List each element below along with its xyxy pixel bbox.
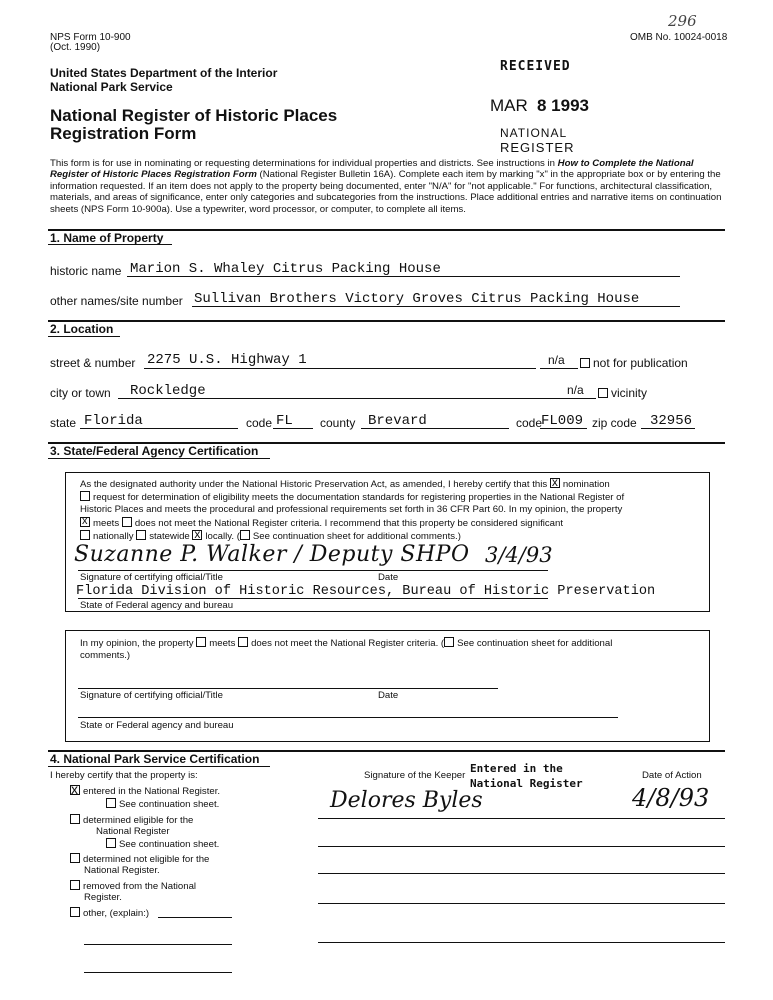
cert-line2-text: request for determination of eligibility meets the documentation standards for registering properties in the National Register of: [93, 492, 625, 503]
keeper-line-2: [318, 846, 725, 847]
nomination-label: nomination: [562, 479, 610, 490]
stamp-month: MAR: [490, 96, 528, 115]
opinion-line1: [80, 637, 612, 649]
nomination-checkbox[interactable]: x: [551, 475, 558, 489]
eligible-label-2: National Register: [96, 826, 170, 837]
street-label: street & number: [50, 356, 136, 370]
opt-other: [70, 907, 149, 919]
entered-checkbox[interactable]: x: [71, 781, 78, 797]
removed-label: removed from the National: [83, 881, 197, 892]
state-label: state: [50, 416, 77, 430]
explain-line-2: [84, 972, 232, 973]
handwritten-number: 296: [668, 12, 697, 30]
statewide-label: statewide: [149, 531, 190, 542]
section1-heading-underline: [48, 244, 172, 245]
state-code-value[interactable]: FL: [276, 413, 293, 429]
nationally-checkbox[interactable]: [80, 530, 90, 540]
section4-heading: 4. National Park Service Certification: [50, 752, 260, 766]
other-line: [158, 917, 232, 918]
opinion-text-b: does not meet the National Register criteria. (: [251, 638, 445, 649]
form-number: NPS Form 10-900: [50, 32, 131, 43]
continuation-sheet-checkbox[interactable]: [240, 530, 250, 540]
agency-line: [78, 598, 548, 599]
cert-line3: Historic Places and meets the procedural and professional requirements set forth in 36 CFR Part 60. In my opinion, the property: [80, 504, 623, 515]
certify-text: I hereby certify that the property is:: [50, 770, 198, 781]
city-na: n/a: [567, 383, 584, 397]
opinion-does-not-meet-checkbox[interactable]: [238, 637, 248, 647]
removed-checkbox[interactable]: [70, 880, 80, 890]
other-label: other, (explain:): [83, 908, 150, 919]
certifying-date: 3/4/93: [485, 543, 553, 567]
cert-line1-text: As the designated authority under the National Historic Preservation Act, as amended, I hereby certify that this: [80, 479, 548, 490]
cert-line4-text: does not meet the National Register criteria. I recommend that this property be considered significant: [134, 518, 564, 529]
city-line: [118, 398, 564, 399]
stamp-national-register: National Register: [470, 777, 583, 790]
not-eligible-label-2: National Register.: [84, 865, 160, 876]
opt-eligible: [70, 814, 193, 826]
county-label: county: [320, 416, 356, 430]
certifying-signature: Suzanne P. Walker / Deputy SHPO: [74, 542, 470, 567]
form-title-line1: National Register of Historic Places: [50, 106, 338, 125]
section2-rule: [48, 320, 725, 322]
opt-eligible-cont: [106, 838, 219, 850]
other-names-value[interactable]: Sullivan Brothers Victory Groves Citrus Packing House: [194, 291, 640, 307]
agency-label: State of Federal agency and bureau: [80, 600, 234, 611]
street-na-line: [540, 368, 578, 369]
not-for-publication-checkbox[interactable]: [580, 358, 590, 368]
vicinity-option[interactable]: [598, 386, 647, 400]
keeper-signature: Delores Byles: [330, 788, 483, 813]
street-line: [144, 368, 536, 369]
opinion-text-a: In my opinion, the property: [80, 638, 194, 649]
form-title-line2: Registration Form: [50, 124, 197, 143]
opt-entered: [70, 781, 221, 797]
county-line: [361, 428, 509, 429]
removed-label-2: Register.: [84, 892, 122, 903]
not-for-publication-option[interactable]: [580, 356, 688, 370]
section3-heading: 3. State/Federal Agency Certification: [50, 444, 259, 458]
eligible-checkbox[interactable]: [70, 814, 80, 824]
stamp-register: REGISTER: [500, 140, 575, 155]
county-code-label: code: [516, 416, 543, 430]
not-for-publication-label: not for publication: [593, 356, 688, 370]
nationally-label: nationally: [93, 531, 134, 542]
opinion-text-c: See continuation sheet for additional: [457, 638, 613, 649]
explain-line-1: [84, 944, 232, 945]
stamp-entered: Entered in the: [470, 762, 563, 775]
date-action-label: Date of Action: [642, 770, 702, 781]
instructions: [50, 158, 730, 215]
date2-label: Date: [378, 690, 399, 701]
form-date: (Oct. 1990): [50, 42, 101, 53]
opt-not-eligible: [70, 853, 209, 865]
locally-label: locally. (: [205, 531, 240, 542]
opinion-continuation-checkbox[interactable]: [444, 637, 454, 647]
county-code-value[interactable]: FL009: [541, 413, 584, 429]
section3-heading-underline: [48, 458, 270, 459]
cert-line1: [80, 475, 610, 490]
agency2-label: State or Federal agency and bureau: [80, 720, 234, 731]
state-value[interactable]: Florida: [84, 413, 143, 429]
zip-label: zip code: [592, 416, 637, 430]
not-eligible-checkbox[interactable]: [70, 853, 80, 863]
not-eligible-label: determined not eligible for the: [83, 854, 210, 865]
zip-line: [641, 428, 695, 429]
instructions-italic: How to Complete the National Register of Historic Places Registration Form: [50, 158, 694, 181]
county-value[interactable]: Brevard: [368, 413, 427, 429]
historic-name-value[interactable]: Marion S. Whaley Citrus Packing House: [130, 261, 441, 277]
opt-entered-cont: [106, 798, 219, 810]
date-label: Date: [378, 572, 399, 583]
sig2-line: [78, 688, 498, 689]
eligible-label: determined eligible for the: [83, 815, 194, 826]
opinion-line2: comments.): [80, 650, 131, 661]
vicinity-label: vicinity: [611, 386, 648, 400]
continuation-sheet-label: See continuation sheet for additional comments.): [252, 531, 461, 542]
section1-heading: 1. Name of Property: [50, 231, 164, 245]
other-names-label: other names/site number: [50, 294, 183, 308]
stamp-national: NATIONAL: [500, 126, 568, 140]
instructions-p1: This form is for use in nominating or requesting determinations for individual properties and districts. See instructions in: [50, 158, 558, 169]
entered-cont-label: See continuation sheet.: [119, 799, 220, 810]
section2-heading: 2. Location: [50, 322, 114, 336]
request-determination-checkbox[interactable]: [80, 491, 90, 501]
county-code-line: [540, 428, 587, 429]
cert-line2: [80, 491, 624, 503]
other-checkbox[interactable]: [70, 907, 80, 917]
city-value[interactable]: Rockledge: [130, 383, 206, 399]
stamp-day-year: 8 1993: [537, 96, 589, 115]
zip-value[interactable]: 32956: [650, 413, 693, 429]
meets-checkbox[interactable]: x: [80, 517, 90, 527]
does-not-meet-checkbox[interactable]: [122, 517, 132, 527]
state-code-line: [273, 428, 313, 429]
omb-number: OMB No. 10024-0018: [630, 32, 728, 43]
keeper-line-3: [318, 873, 725, 874]
instructions-p2: (National Register Bulletin 16A). Complete each item by marking "x" in the appropriate box or by entering the information requested. If an item does not apply to the property being documented, enter "N/A" for "not applicable." For functions, architectural classification, materials, and areas of significance, enter only categories and subcategories from the instructions. Place additional entries and narrative items on continuation sheets (NPS Form 10-900a). Use a typewriter, word processor, or computer, to complete all items.: [50, 169, 722, 215]
vicinity-checkbox[interactable]: [598, 388, 608, 398]
service: National Park Service: [50, 80, 173, 94]
meets-label: meets: [93, 518, 120, 529]
opinion-meets-checkbox[interactable]: [196, 637, 206, 647]
keeper-label: Signature of the Keeper: [364, 770, 466, 781]
historic-name-label: historic name: [50, 264, 122, 278]
opt-removed: [70, 880, 196, 892]
action-date: 4/8/93: [632, 784, 710, 812]
sig-label: Signature of certifying official/Title: [80, 572, 223, 583]
sig2-label: Signature of certifying official/Title: [80, 690, 223, 701]
keeper-line-5: [318, 942, 725, 943]
section2-heading-underline: [48, 336, 120, 337]
entered-cont-checkbox[interactable]: [106, 798, 116, 808]
stamp-received: RECEIVED: [500, 59, 571, 74]
opinion-meets-label: meets: [209, 638, 236, 649]
entered-label: entered in the National Register.: [83, 786, 221, 797]
signature-line: [78, 570, 548, 571]
statewide-checkbox[interactable]: [136, 530, 146, 540]
eligible-cont-checkbox[interactable]: [106, 838, 116, 848]
section4-heading-underline: [48, 766, 270, 767]
other-names-line: [192, 306, 680, 307]
significance-options: [80, 527, 461, 542]
keeper-line-4: [318, 903, 725, 904]
street-na: n/a: [548, 353, 565, 367]
city-label: city or town: [50, 386, 111, 400]
historic-name-line: [127, 276, 680, 277]
agency-value[interactable]: Florida Division of Historic Resources, Bureau of Historic Preservation: [76, 584, 656, 599]
street-value[interactable]: 2275 U.S. Highway 1: [147, 352, 307, 368]
keeper-line-1: [318, 818, 725, 819]
agency2-line: [78, 717, 618, 718]
locally-checkbox[interactable]: x: [194, 527, 201, 541]
department: United States Department of the Interior: [50, 66, 278, 80]
city-na-line: [564, 398, 596, 399]
state-line: [80, 428, 238, 429]
eligible-cont-label: See continuation sheet.: [119, 839, 220, 850]
state-code-label: code: [246, 416, 273, 430]
cert-line4: [80, 517, 563, 529]
